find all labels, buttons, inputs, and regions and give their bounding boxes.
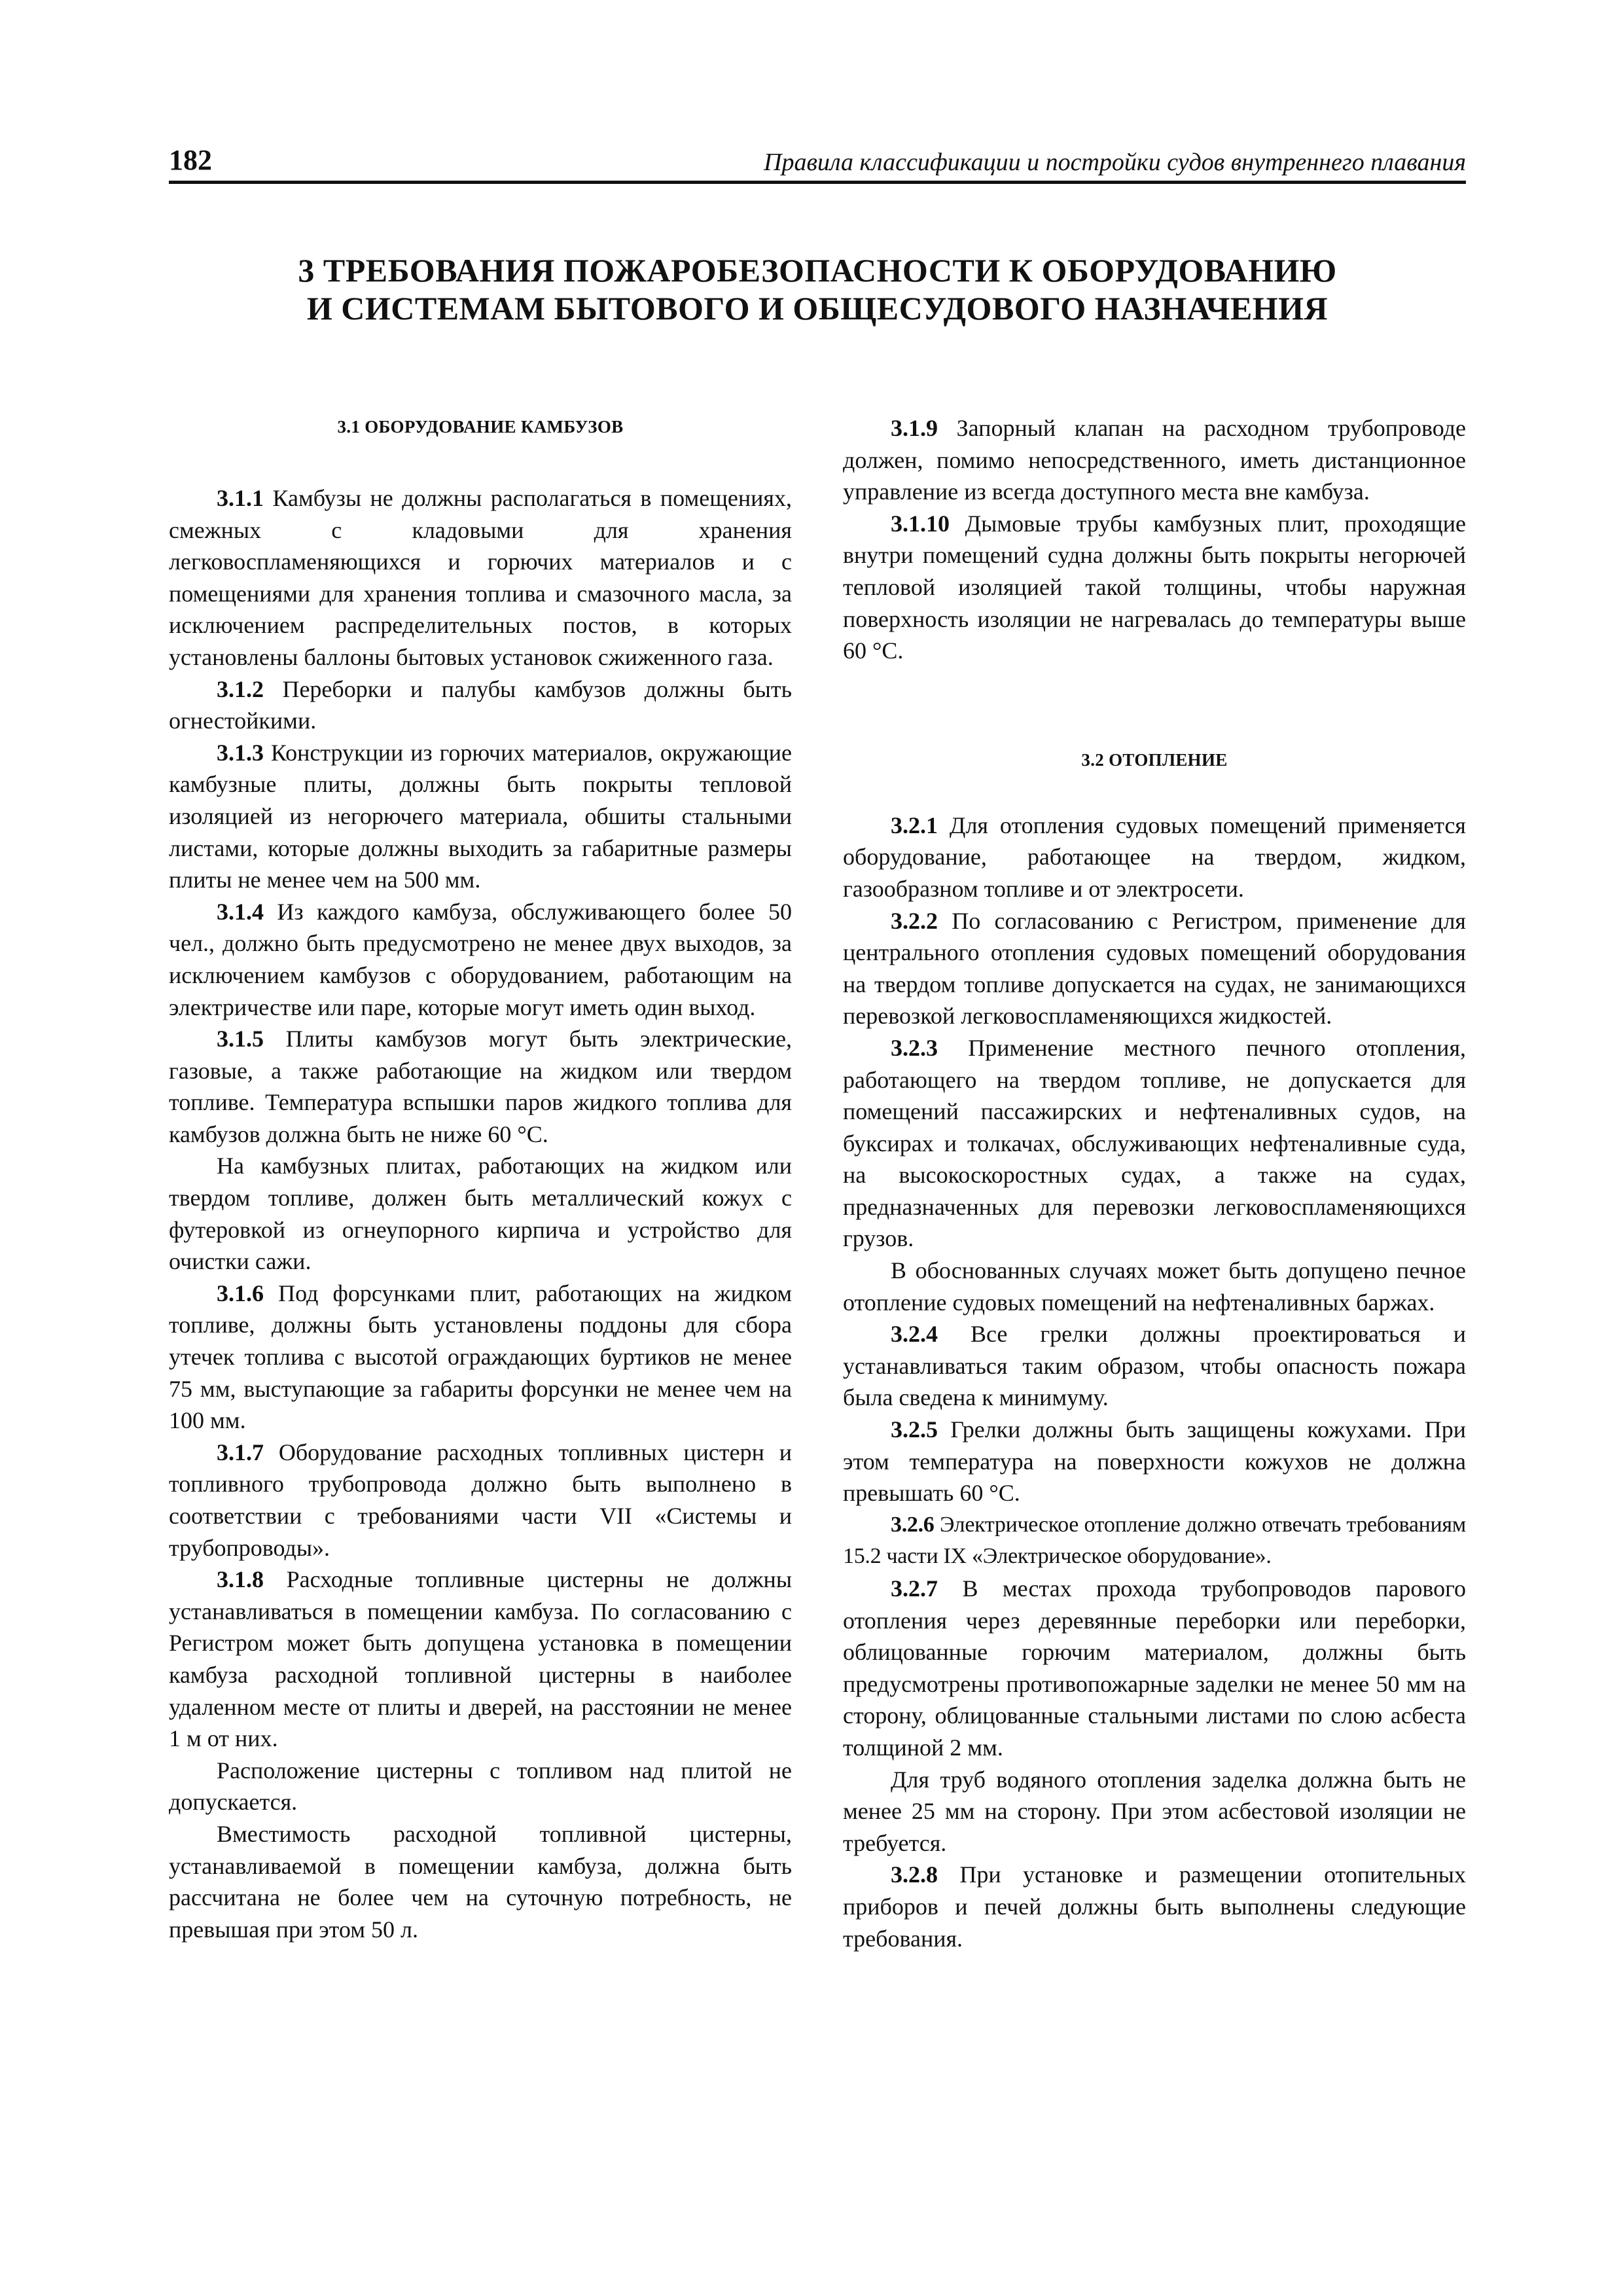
paragraph-text: Электрическое отопление должно отвечать требованиям 15.2 части IX «Электрическое оборудование». bbox=[843, 1512, 1466, 1569]
paragraph-number: 3.1.5 bbox=[217, 1026, 264, 1052]
paragraph-3-2-2 bbox=[843, 905, 1466, 1032]
paragraph-3-1-2 bbox=[169, 673, 792, 737]
paragraph-text: Запорный клапан на расходном трубопроводе должен, помимо непосредственного, иметь дистанционное управление из всегда доступного места вне камбуза. bbox=[843, 415, 1466, 505]
paragraph-3-2-1 bbox=[843, 810, 1466, 905]
paragraph-text: Расходные топливные цистерны не должны устанавливаться в помещении камбуза. По согласованию с Регистром может быть допущена установка в помещении камбуза расходной топливной цистерны в наиболее удаленном месте от плиты и дверей, на расстоянии не менее 1 м от них. bbox=[169, 1566, 792, 1752]
paragraph-3-1-5 bbox=[169, 1023, 792, 1150]
paragraph-3-2-6 bbox=[843, 1509, 1466, 1573]
paragraph-text: Из каждого камбуза, обслуживающего более 50 чел., должно быть предусмотрено не менее двух выходов, за исключением камбузов с оборудованием, работающим на электричестве или паре, которые могут иметь один выход. bbox=[169, 898, 792, 1020]
paragraph-3-1-4 bbox=[169, 896, 792, 1023]
paragraph-number: 3.2.6 bbox=[891, 1512, 935, 1537]
paragraph-3-1-8 bbox=[169, 1564, 792, 1755]
left-column bbox=[169, 412, 792, 1945]
paragraph-text: Переборки и палубы камбузов должны быть огнестойкими. bbox=[169, 675, 792, 734]
paragraph-3-2-7-cont: Для труб водяного отопления заделка должна быть не менее 25 мм на сторону. При этом асбестовой изоляции не требуется. bbox=[843, 1766, 1466, 1856]
paragraph-3-1-1 bbox=[169, 482, 792, 673]
paragraph-text: Конструкции из горючих материалов, окружающие камбузные плиты, должны быть покрыты тепловой изоляцией из негорючего материала, обшиты стальными листами, которые должны выходить за габаритные размеры плиты не менее чем на 500 мм. bbox=[169, 739, 792, 893]
paragraph-3-2-5 bbox=[843, 1414, 1466, 1509]
paragraph-number: 3.1.2 bbox=[217, 675, 264, 702]
paragraph-3-1-7 bbox=[169, 1437, 792, 1564]
paragraph-3-2-8 bbox=[843, 1859, 1466, 1954]
paragraph-number: 3.2.1 bbox=[891, 812, 938, 838]
paragraph-text: Под форсунками плит, работающих на жидком топливе, должны быть установлены поддоны для сбора утечек топлива с высотой ограждающих буртиков не менее 75 мм, выступающие за габариты форсунки не менее чем на 100 мм. bbox=[169, 1280, 792, 1434]
paragraph-number: 3.2.7 bbox=[891, 1575, 938, 1602]
paragraph-text: Оборудование расходных топливных цистерн и топливного трубопровода должно быть выполнено в соответствии с требованиями части VII «Системы и трубопроводы». bbox=[169, 1439, 792, 1561]
paragraph-number: 3.1.4 bbox=[217, 898, 264, 925]
paragraph-number: 3.1.9 bbox=[891, 415, 938, 441]
paragraph-number: 3.2.3 bbox=[891, 1034, 938, 1061]
paragraph-3-1-5-cont: На камбузных плитах, работающих на жидком или твердом топливе, должен быть металлический кожух с футеровкой из огнеупорного кирпича и устройство для очистки сажи. bbox=[169, 1153, 792, 1275]
paragraph-text: Дымовые трубы камбузных плит, проходящие внутри помещений судна должны быть покрыты негорючей тепловой изоляцией такой толщины, чтобы наружная поверхность изоляции не нагревалась до температуры выше 60 °С. bbox=[843, 510, 1466, 664]
section-title-3-1: 3.1 ОБОРУДОВАНИЕ КАМБУЗОВ bbox=[337, 417, 624, 437]
paragraph-3-2-4 bbox=[843, 1318, 1466, 1414]
paragraph-text: Грелки должны быть защищены кожухами. При этом температура на поверхности кожухов не должна превышать 60 °С. bbox=[843, 1416, 1466, 1507]
paragraph-text: При установке и размещении отопительных приборов и печей должны быть выполнены следующие требования. bbox=[843, 1861, 1466, 1952]
chapter-title-line-1: 3 ТРЕБОВАНИЯ ПОЖАРОБЕЗОПАСНОСТИ К ОБОРУДОВАНИЮ bbox=[298, 252, 1337, 289]
paragraph-text: Все грелки должны проектироваться и устанавливаться таким образом, чтобы опасность пожара была сведена к минимуму. bbox=[843, 1321, 1466, 1411]
paragraph-text: Камбузы не должны располагаться в помещениях, смежных с кладовыми для хранения легковоспламеняющихся и горючих материалов и с помещениями для хранения топлива и смазочного масла, за исключением распределительных постов, в которых установлены баллоны бытовых установок сжиженного газа. bbox=[169, 485, 792, 670]
paragraph-3-1-6 bbox=[169, 1278, 792, 1437]
paragraph-number: 3.1.1 bbox=[217, 485, 264, 511]
right-column bbox=[843, 412, 1466, 1954]
paragraph-3-1-9 bbox=[843, 412, 1466, 508]
chapter-title-line-2: И СИСТЕМАМ БЫТОВОГО И ОБЩЕСУДОВОГО НАЗНАЧЕНИЯ bbox=[306, 290, 1329, 327]
paragraph-text: В местах прохода трубопроводов парового отопления через деревянные переборки или переборки, облицованные горючим материалом, должны быть предусмотрены противопожарные заделки не менее 50 мм на сторону, облицованные стальными листами по слою асбеста толщиной 2 мм. bbox=[843, 1575, 1466, 1761]
paragraph-number: 3.1.8 bbox=[217, 1566, 264, 1593]
page-header bbox=[169, 143, 1466, 184]
section-title-3-2: 3.2 ОТОПЛЕНИЕ bbox=[1081, 749, 1228, 770]
paragraph-text: Для отопления судовых помещений применяется оборудование, работающее на твердом, жидком, газообразном топливе и от электросети. bbox=[843, 812, 1466, 902]
paragraph-number: 3.2.4 bbox=[891, 1321, 938, 1348]
paragraph-3-2-3 bbox=[843, 1032, 1466, 1255]
paragraph-text: Плиты камбузов могут быть электрические, газовые, а также работающие на жидком или твердом топливе. Температура вспышки паров жидкого топлива для камбузов должна быть не ниже 60 °С. bbox=[169, 1026, 792, 1147]
paragraph-3-2-7 bbox=[843, 1573, 1466, 1764]
paragraph-number: 3.1.10 bbox=[891, 510, 950, 537]
paragraph-3-1-8-cont-2: Вместимость расходной топливной цистерны, устанавливаемой в помещении камбуза, должна быть рассчитана не более чем на суточную потребность, не превышая при этом 50 л. bbox=[169, 1820, 792, 1943]
paragraph-text: Применение местного печного отопления, работающего на твердом топливе, не допускается для помещений пассажирских и нефтеналивных судов, на буксирах и толкачах, обслуживающих нефтеналивные суда, на высокоскоростных судах, а также на судах, предназначенных для перевозки легковоспламеняющихся грузов. bbox=[843, 1034, 1466, 1252]
paragraph-3-2-3-cont: В обоснованных случаях может быть допущено печное отопление судовых помещений на нефтеналивных баржах. bbox=[843, 1257, 1466, 1316]
paragraph-number: 3.1.7 bbox=[217, 1439, 264, 1465]
running-title: Правила классификации и постройки судов внутреннего плавания bbox=[764, 149, 1466, 176]
paragraph-text: По согласованию с Регистром, применение для центрального отопления судовых помещений оборудования на твердом топливе допускается на судах, не занимающихся перевозкой легковоспламеняющихся жидкостей. bbox=[843, 907, 1466, 1030]
paragraph-number: 3.2.5 bbox=[891, 1416, 938, 1443]
chapter-title bbox=[169, 251, 1466, 327]
paragraph-number: 3.1.6 bbox=[217, 1280, 264, 1306]
paragraph-3-1-3 bbox=[169, 737, 792, 896]
paragraph-number: 3.1.3 bbox=[217, 739, 264, 766]
paragraph-3-1-10 bbox=[843, 508, 1466, 667]
paragraph-3-1-8-cont-1: Расположение цистерны с топливом над плитой не допускается. bbox=[169, 1757, 792, 1816]
paragraph-number: 3.2.8 bbox=[891, 1861, 938, 1888]
paragraph-number: 3.2.2 bbox=[891, 907, 938, 934]
page-number: 182 bbox=[169, 144, 212, 176]
